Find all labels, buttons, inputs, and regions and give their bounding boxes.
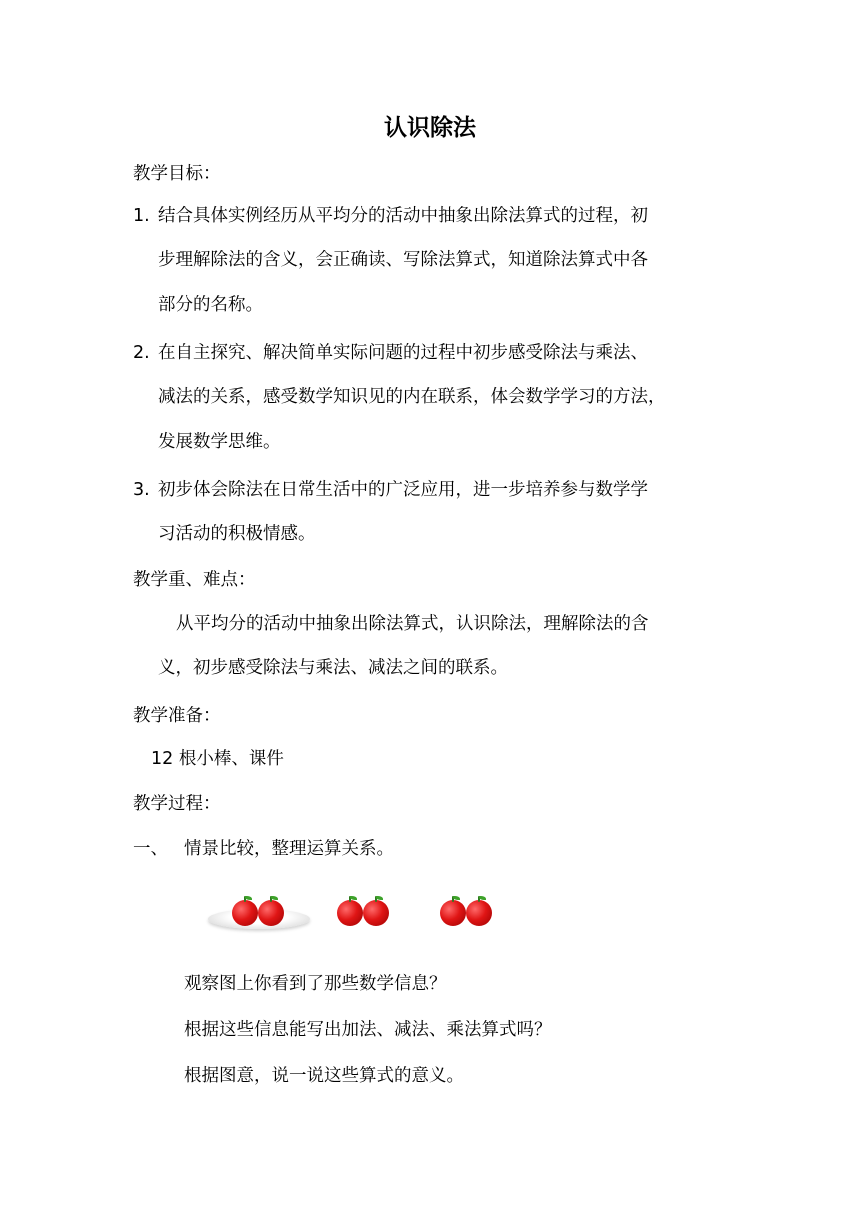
- apple-icon: [337, 900, 363, 926]
- question-2: 根据这些信息能写出加法、减法、乘法算式吗？: [184, 1020, 552, 1040]
- process-heading: 教学过程：: [133, 794, 221, 814]
- apple-icon: [258, 900, 284, 926]
- apple-icon: [363, 900, 389, 926]
- apple-icon: [440, 900, 466, 926]
- key-points-line-2: 义，初步感受除法与乘法、减法之间的联系。: [158, 658, 508, 678]
- section-title: 情景比较，整理运算关系。: [184, 839, 394, 859]
- objective-1-line-1: 结合具体实例经历从平均分的活动中抽象出除法算式的过程，初: [158, 206, 648, 226]
- objective-1-line-3: 部分的名称。: [158, 295, 263, 315]
- preparation-text: 12 根小棒、课件: [151, 749, 284, 769]
- objectives-heading: 教学目标：: [133, 164, 221, 184]
- objective-3-line-2: 习活动的积极情感。: [158, 524, 316, 544]
- key-points-heading: 教学重、难点：: [133, 570, 256, 590]
- question-3: 根据图意，说一说这些算式的意义。: [184, 1066, 464, 1086]
- apple-icon: [232, 900, 258, 926]
- objective-1-number: 1.: [133, 206, 150, 226]
- objective-1-line-2: 步理解除法的含义，会正确读、写除法算式，知道除法算式中各: [158, 250, 648, 270]
- apple-icon: [466, 900, 492, 926]
- objective-3-number: 3.: [133, 480, 150, 500]
- objective-2-line-1: 在自主探究、解决简单实际问题的过程中初步感受除法与乘法、: [158, 343, 648, 363]
- key-points-line-1: 从平均分的活动中抽象出除法算式，认识除法，理解除法的含: [176, 614, 649, 634]
- question-1: 观察图上你看到了那些数学信息？: [184, 974, 447, 994]
- apples-figure: [205, 892, 505, 942]
- objective-3-line-1: 初步体会除法在日常生活中的广泛应用，进一步培养参与数学学: [158, 480, 648, 500]
- section-number: 一、: [133, 839, 168, 859]
- preparation-heading: 教学准备：: [133, 706, 221, 726]
- document-title: 认识除法: [384, 115, 476, 141]
- objective-2-line-2: 减法的关系，感受数学知识见的内在联系，体会数学学习的方法，: [158, 387, 666, 407]
- objective-2-line-3: 发展数学思维。: [158, 432, 281, 452]
- objective-2-number: 2.: [133, 343, 150, 363]
